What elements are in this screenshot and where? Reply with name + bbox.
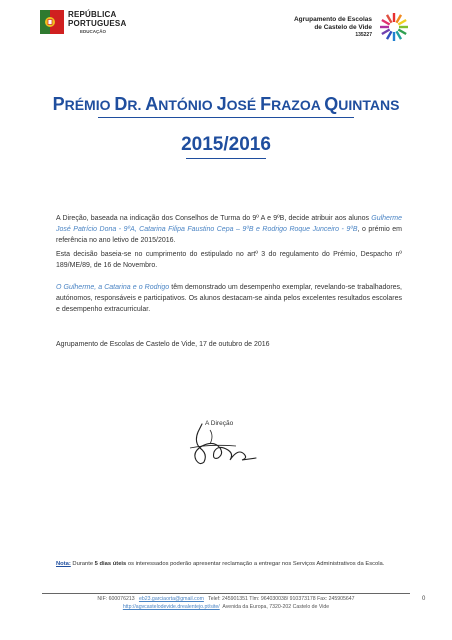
republica-label: REPÚBLICA [68,10,117,19]
place-and-date: Agrupamento de Escolas de Castelo de Vide, 17 de outubro de 2016 [56,341,270,348]
school-name-line2: de Castelo de Vide [314,24,372,31]
year-underline [186,158,266,159]
educacao-label: EDUCAÇÃO [80,29,107,34]
paragraph-merit: O Gulherme, a Catarina e o Rodrigo têm demonstrado um desempenho exemplar, revelando-se trabalhadores, autónomos, responsáveis e participativos. Os alunos destacam-se ainda pelos excelentes resultados escolares e desempenho extracurricular. [56,284,402,314]
paragraph-decision: A Direção, baseada na indicação dos Conselhos de Turma do 9º A e 9ºB, decide atribuir aos alunos Gulherme José Patrício Dona - 9ºA, Catarina Filipa Faustino Cepa – 9ºB e Rodrigo Roque Junceiro - 9ºB, o prémio em referência no ano letivo de 2015/2016. [56,215,402,245]
website-link[interactable]: http://agvcastelodevide.drealentejo.pt/site/ [122,604,220,610]
page-title: PRÉMIO DR. ANTÓNIO JOSÉ FRAZOA QUINTANS [52,94,400,114]
footer-address: http://agvcastelodevide.drealentejo.pt/site/ Avenida da Europa, 7320-202 Castelo de Vide [122,604,330,610]
school-logo-icon [378,12,410,42]
school-code: 135227 [355,32,372,38]
footer-divider [42,593,410,594]
title-underline [98,117,354,118]
paragraph-regulation: Esta decisão baseia-se no cumprimento do estipulado no artº 3 do regulamento do Prémio, Despacho nº 189/ME/89, de 16 de Novembro. [56,251,402,270]
complaint-note: Nota: Durante 5 dias úteis os interessados poderão apresentar reclamação a entregar nos Serviços Administrativos da Escola. [56,561,385,567]
school-year: 2015/2016 [181,134,271,155]
signature-label: A Direção [205,420,234,427]
footer-contacts: NIF: 600076213 eb23.garciaorta@gmail.com Telef: 245901351 Tlm: 964030038/ 910373178 Fax: 245905647 [97,596,355,602]
email-link[interactable]: eb23.garciaorta@gmail.com [138,596,204,602]
page-mark: 0 [422,596,426,602]
portugal-flag-logo [40,10,64,34]
school-name-line1: Agrupamento de Escolas [293,16,372,23]
student-names: O Gulherme, a Catarina e o Rodrigo [56,284,170,291]
handwritten-signature [180,418,270,468]
portuguesa-label: PORTUGUESA [68,19,127,28]
awarded-students: Gulherme José Patrício Dona - 9ºA, Catarina Filipa Faustino Cepa – 9ºB e Rodrigo Roque Junceiro - 9ºB [56,215,402,234]
